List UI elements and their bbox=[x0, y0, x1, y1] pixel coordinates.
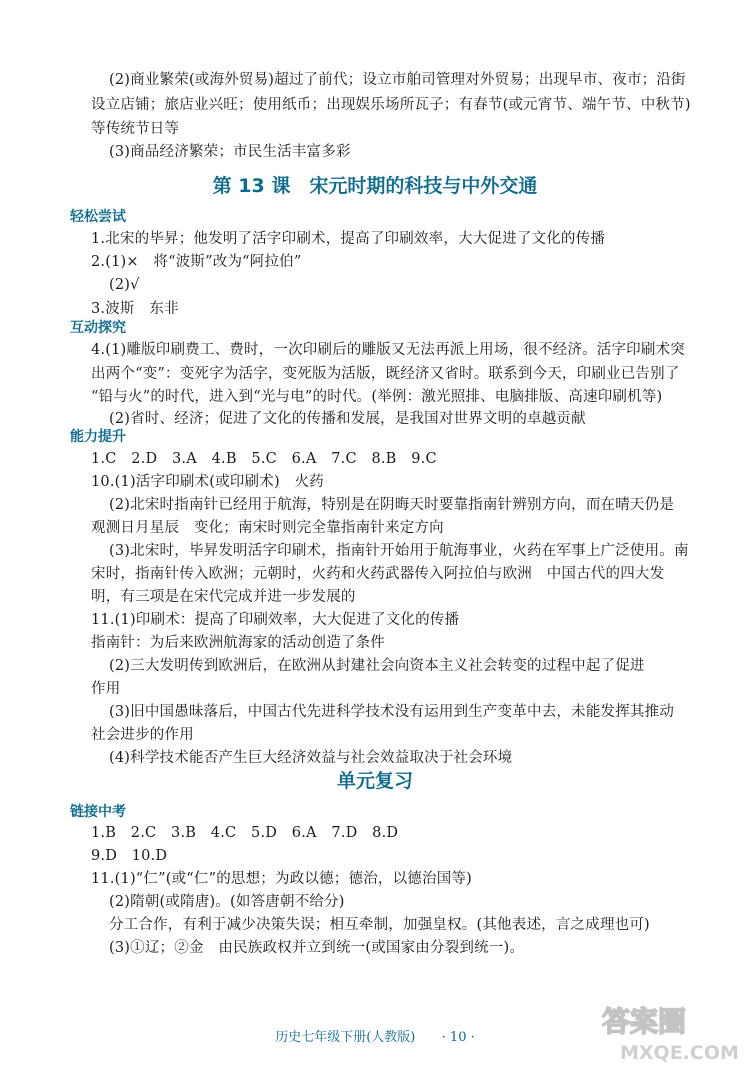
intro-line-4: (3)商品经济繁荣；市民生活丰富多彩 bbox=[109, 144, 351, 160]
answer-line: 2.(1)× 将“波斯”改为“阿拉伯” bbox=[91, 254, 302, 270]
answer-line: 社会进步的作用 bbox=[91, 727, 194, 743]
lesson-title: 第 13 课 宋元时期的科技与中外交通 bbox=[212, 175, 538, 197]
answer-line: (3)北宋时，毕昇发明活字印刷术，指南针开始用于航海事业，火药在军事上广泛使用。南 bbox=[109, 543, 689, 559]
answer-line: 1.C 2.D 3.A 4.B 5.C 6.A 7.C 8.B 9.C bbox=[91, 451, 437, 467]
answer-line: 作用 bbox=[91, 681, 121, 697]
intro-line-3: 等传统节日等 bbox=[91, 121, 180, 137]
page-number: · 10 · bbox=[441, 1030, 475, 1045]
answer-line: 11.(1)“仁”(或“仁”的思想；为政以德；德治，以德治国等) bbox=[91, 871, 472, 887]
answer-line: (2)北宋时指南针已经用于航海，特别是在阴晦天时要靠指南针辨别方向，而在晴天仍是 bbox=[109, 497, 675, 513]
answer-line: (2)省时、经济；促进了文化的传播和发展，是我国对世界文明的卓越贡献 bbox=[109, 411, 586, 427]
answer-line: 1.B 2.C 3.B 4.C 5.D 6.A 7.D 8.D bbox=[91, 825, 399, 841]
answer-line: 9.D 10.D bbox=[91, 848, 168, 864]
answer-line: 出两个“变”：变死字为活字，变死版为活版，既经济又省时。联系到今天，印刷业已告别了 bbox=[91, 366, 680, 382]
answer-line: (2)三大发明传到欧洲后，在欧洲从封建社会向资本主义社会转变的过程中起了促进 bbox=[109, 658, 645, 674]
watermark-url: MXQE.COM bbox=[620, 1042, 739, 1064]
answer-line: 11.(1)印刷术：提高了印刷效率，大大促进了文化的传播 bbox=[91, 612, 460, 628]
answer-line: (4)科学技术能否产生巨大经济效益与社会效益取决于社会环境 bbox=[109, 750, 513, 766]
answer-line: (3)旧中国愚昧落后，中国古代先进科学技术没有运用到生产变革中去，未能发挥其推动 bbox=[109, 704, 675, 720]
intro-line-2: 设立店铺；旅店业兴旺；使用纸币；出现娱乐场所瓦子；有春节(或元宵节、端午节、中秋节) bbox=[91, 97, 691, 113]
answer-line: (2)隋朝(或隋唐)。(如答唐朝不给分) bbox=[109, 894, 345, 910]
section-heading-qingsong: 轻松尝试 bbox=[70, 209, 126, 225]
watermark-logo bbox=[594, 995, 744, 1067]
answer-line: 分工合作，有利于减少决策失误；相互牵制，加强皇权。(其他表述，言之成理也可) bbox=[109, 917, 650, 933]
unit-review-title: 单元复习 bbox=[336, 770, 413, 792]
footer-book-title: 历史七年级下册(人教版) bbox=[275, 1030, 416, 1045]
answer-line: 4.(1)雕版印刷费工、费时，一次印刷后的雕版又无法再派上用场，很不经济。活字印刷术突 bbox=[91, 342, 685, 358]
section-heading-lianjie: 链接中考 bbox=[70, 804, 126, 820]
answer-line: “铅与火”的时代，进入到“光与电”的时代。(举例：激光照排、电脑排版、高速印刷机等) bbox=[91, 389, 663, 405]
watermark-glyphs: 答案圈 bbox=[602, 1005, 687, 1038]
answer-line: (3)①辽；②金 由民族政权并立到统一(或国家由分裂到统一)。 bbox=[109, 940, 525, 956]
answer-line: 10.(1)活字印刷术(或印刷术) 火药 bbox=[91, 474, 324, 490]
answer-line: (2)√ bbox=[109, 277, 140, 293]
intro-line-1: (2)商业繁荣(或海外贸易)超过了前代；设立市舶司管理对外贸易；出现早市、夜市；沿街 bbox=[109, 72, 686, 88]
answer-line: 指南针：为后来欧洲航海家的活动创造了条件 bbox=[91, 635, 385, 651]
answer-line: 明，有三项是在宋代完成并进一步发展的 bbox=[91, 589, 356, 605]
answer-line: 1.北宋的毕昇；他发明了活字印刷术，提高了印刷效率，大大促进了文化的传播 bbox=[91, 231, 606, 247]
section-heading-hudong: 互动探究 bbox=[70, 320, 126, 336]
answer-line: 3.波斯 东非 bbox=[91, 301, 179, 317]
answer-line: 观测日月星辰 变化；南宋时则完全靠指南针来定方向 bbox=[91, 520, 444, 536]
answer-line: 宋时，指南针传入欧洲；元朝时，火药和火药武器传入阿拉伯与欧洲 中国古代的四大发 bbox=[91, 566, 665, 582]
section-heading-nengli: 能力提升 bbox=[70, 429, 126, 445]
